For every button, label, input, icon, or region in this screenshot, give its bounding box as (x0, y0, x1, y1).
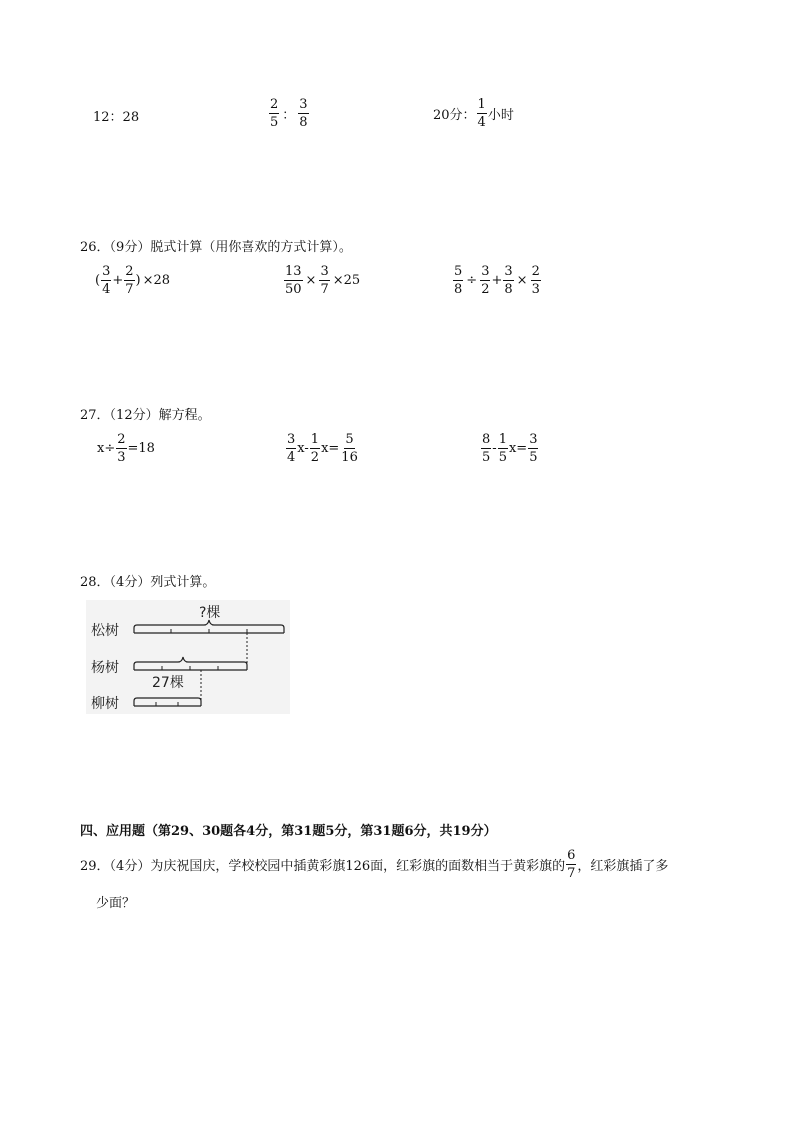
fraction: $\frac{1}{4}$ (477, 97, 486, 130)
ratio-3-prefix: 20分： (433, 108, 476, 123)
fraction: $\frac{5}{8}$ (454, 264, 463, 297)
fraction: $\frac{3}{8}$ (504, 264, 513, 297)
fraction: $\frac{8}{5}$ (482, 432, 491, 465)
fraction: $\frac{3}{2}$ (481, 264, 490, 297)
ratio-3-suffix: 小时 (487, 108, 514, 123)
fraction: $\frac{13}{50}$ (285, 264, 302, 297)
q27-equation-2: $\frac{3}{4}$ x- $\frac{1}{2}$ x= $\frac{5}{16}$ (287, 432, 358, 465)
ratio-1-text: 12：28 (93, 110, 140, 125)
q27-equation-3: $\frac{8}{5}$ - $\frac{1}{5}$ x= $\frac{3}{5}$ (482, 432, 538, 465)
ratio-2 (268, 98, 310, 129)
fraction: $\frac{3}{7}$ (320, 264, 329, 297)
fraction: $\frac{2}{3}$ (531, 264, 540, 297)
q26-expression-2: $\frac{13}{50}$ × $\frac{3}{7}$ ×25 (285, 264, 361, 297)
label-total: ?棵 (199, 605, 221, 621)
question-26-title: 26．（9分）脱式计算（用你喜欢的方式计算）。 (80, 240, 352, 255)
q26-expression-1: ( $\frac{3}{4}$ + $\frac{2}{7}$ ) ×28 (95, 264, 171, 297)
question-29-continued: 少面？ (96, 896, 136, 911)
label-27: 27棵 (152, 675, 184, 691)
section-4-title: 四、应用题（第29、30题各4分，第31题5分，第31题6分，共19分） (80, 824, 497, 839)
label-pine: 松树 (91, 623, 119, 639)
ratio-separator: ： (282, 108, 296, 123)
label-willow: 柳树 (91, 696, 119, 712)
ratio-3 (433, 98, 514, 129)
question-27-title: 27．（12分）解方程。 (80, 408, 211, 423)
fraction: $\frac{2}{7}$ (125, 264, 134, 297)
question-29-text-b: ，红彩旗插了多 (577, 859, 669, 874)
ratio-1 (93, 106, 139, 125)
q26-expression-3: $\frac{5}{8}$ ÷ $\frac{3}{2}$ + $\frac{3}{8}$ × $\frac{2}{3}$ (454, 264, 540, 297)
fraction: $\frac{3}{5}$ (529, 432, 538, 465)
tree-bar-diagram (86, 600, 290, 714)
fraction: $\frac{6}{7}$ (567, 848, 576, 881)
fraction: $\frac{3}{8}$ (299, 97, 308, 130)
fraction: $\frac{3}{4}$ (102, 264, 111, 297)
question-28-title: 28．（4分）列式计算。 (80, 575, 216, 590)
fraction: $\frac{3}{4}$ (287, 432, 296, 465)
q27-equation-1: x÷ $\frac{2}{3}$ =18 (97, 432, 155, 465)
fraction: $\frac{2}{3}$ (117, 432, 126, 465)
fraction: $\frac{1}{5}$ (498, 432, 507, 465)
label-poplar: 杨树 (91, 660, 119, 676)
fraction: $\frac{1}{2}$ (310, 432, 320, 465)
fraction: $\frac{2}{5}$ (270, 97, 279, 130)
question-29 (80, 849, 668, 880)
question-29-text: 29．（4分）为庆祝国庆，学校校园中插黄彩旗126面，红彩旗的面数相当于黄彩旗的 (80, 859, 566, 874)
fraction: $\frac{5}{16}$ (341, 432, 358, 465)
